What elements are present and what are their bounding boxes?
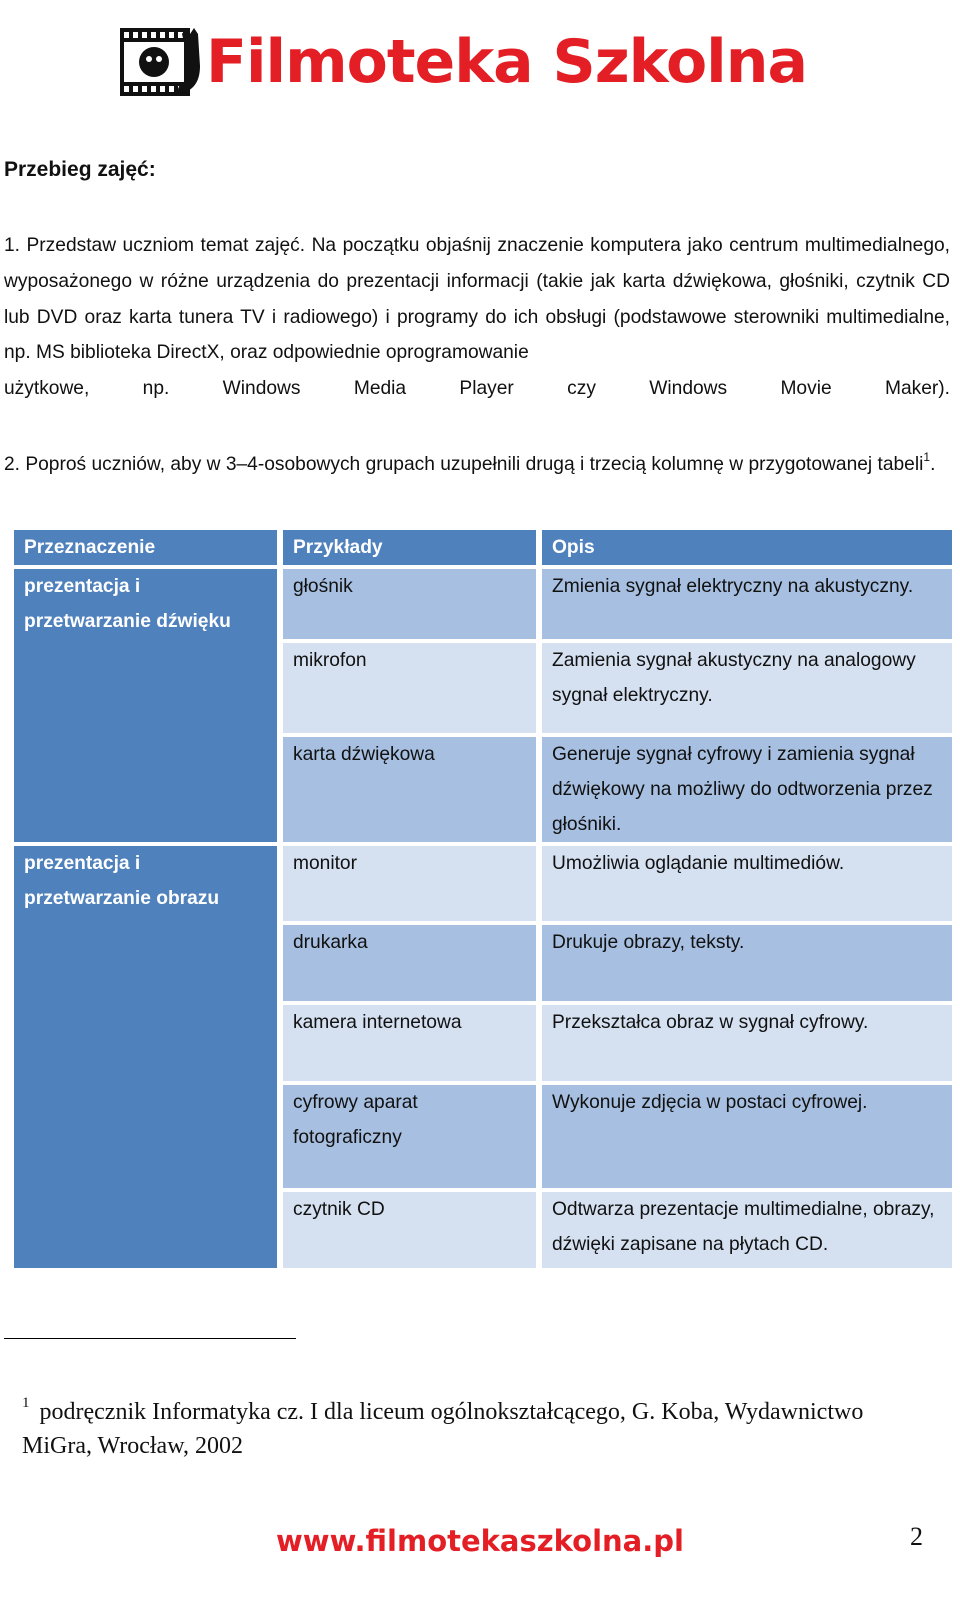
table-header-row: [14, 530, 952, 565]
description-cell: Generuje sygnał cyfrowy i zamienia sygnał dźwiękowy na możliwy do odtworzenia przez głośniki.: [542, 737, 952, 842]
description-cell: Wykonuje zdjęcia w postaci cyfrowej.: [542, 1085, 952, 1188]
category-cell: prezentacja i przetwarzanie dźwięku: [14, 569, 277, 842]
example-cell: kamera internetowa: [283, 1005, 536, 1081]
description-cell: Zamienia sygnał akustyczny na analogowy sygnał elektryczny.: [542, 643, 952, 733]
description-cell: Zmienia sygnał elektryczny na akustyczny.: [542, 569, 952, 639]
paragraph-1: [4, 228, 950, 407]
example-cell: cyfrowy aparat fotograficzny: [283, 1085, 536, 1188]
film-reel-icon: [120, 26, 202, 98]
example-cell: czytnik CD: [283, 1192, 536, 1268]
example-cell: mikrofon: [283, 643, 536, 733]
table-row: [14, 846, 952, 921]
description-cell: Odtwarza prezentacje multimedialne, obrazy, dźwięki zapisane na płytach CD.: [542, 1192, 952, 1268]
table-row: [14, 569, 952, 639]
logo-text: Filmoteka Szkolna: [206, 27, 807, 97]
description-cell: Przekształca obraz w sygnał cyfrowy.: [542, 1005, 952, 1081]
example-cell: głośnik: [283, 569, 536, 639]
footnote-number: 1: [22, 1395, 30, 1411]
column-header-description: Opis: [542, 530, 952, 565]
footnote-text: podręcznik Informatyka cz. I dla liceum ogólnokształcącego, G. Koba, Wydawnictwo MiGra, Wrocław, 2002: [22, 1399, 864, 1459]
filmoteka-logo: [120, 26, 807, 98]
paragraph-1-last-line: użytkowe, np. Windows Media Player czy Windows Movie Maker).: [4, 378, 950, 400]
column-header-purpose: Przeznaczenie: [14, 530, 277, 565]
paragraph-1-body: 1. Przedstaw uczniom temat zajęć. Na początku objaśnij znaczenie komputera jako centrum multimedialnego, wyposażonego w różne urządzenia do prezentacji informacji (takie jak karta dźwiękowa, głośniki, czytnik CD lub DVD oraz karta tunera TV i radiowego) i programy do ich obsługi (podstawowe sterowniki multimedialne, np. MS biblioteka DirectX, oraz odpowiednie oprogramowanie: [4, 235, 950, 364]
footer-url[interactable]: www.filmotekaszkolna.pl: [276, 1524, 684, 1558]
example-cell: monitor: [283, 846, 536, 921]
footnote-separator: [4, 1338, 296, 1339]
column-header-examples: Przykłady: [283, 530, 536, 565]
description-cell: Umożliwia oglądanie multimediów.: [542, 846, 952, 921]
example-cell: drukarka: [283, 925, 536, 1001]
category-cell: prezentacja i przetwarzanie obrazu: [14, 846, 277, 1268]
section-heading: Przebieg zajęć:: [4, 158, 156, 181]
paragraph-2-end: .: [930, 454, 936, 475]
description-cell: Drukuje obrazy, teksty.: [542, 925, 952, 1001]
footnote: [22, 1386, 922, 1463]
example-cell: karta dźwiękowa: [283, 737, 536, 842]
footnote-reference[interactable]: 1: [923, 450, 931, 464]
paragraph-2-text: 2. Poproś uczniów, aby w 3–4-osobowych grupach uzupełnili drugą i trzecią kolumnę w przygotowanej tabeli: [4, 454, 924, 475]
devices-table: [8, 526, 958, 1272]
paragraph-2: [4, 440, 950, 483]
page-number: 2: [910, 1522, 923, 1551]
